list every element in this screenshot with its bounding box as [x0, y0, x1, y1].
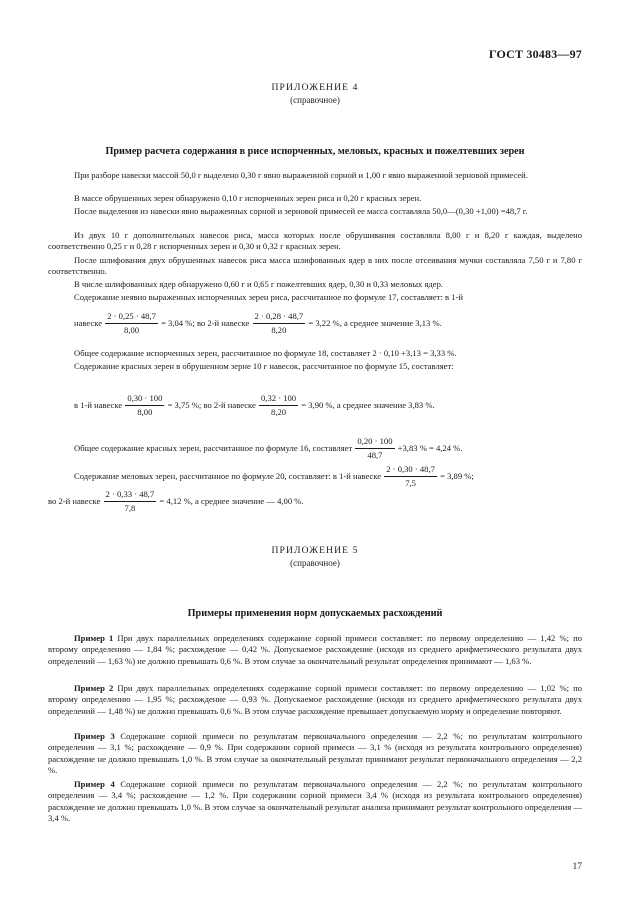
denominator: 8,00 [124, 325, 140, 336]
numerator: 2 · 0,28 · 48,7 [253, 311, 306, 324]
numerator: 0,32 · 100 [259, 393, 298, 406]
example-label: Пример 1 [74, 633, 114, 643]
paragraph: В числе шлифованных ядер обнаружено 0,60 г и 0,65 г пожелтевших ядер, 0,30 и 0,33 меловых ядер. [74, 279, 444, 289]
numerator: 2 · 0,33 · 48,7 [104, 489, 157, 502]
example-text: Содержание сорной примеси по результатам первоначального определения — 2,2 %; по результатам контрольного определения — 3,1 %; расхождение — 0,9 %. При содержании сорной примеси — 3,1 % (исходя из результата контрольного определения) расхождение не должно превышать 1,0 %. В этом случае за окончательный результат принимают результат первоначального определения — 2,2 %. [48, 731, 582, 775]
paragraph: Из двух 10 г дополнительных навесок риса, масса которых после обрушивания составляла 8,00 г и 8,20 г каждая, выделено соответственно 0,25 г и 0,28 г испорченных зерен и 0,30 и 0,32 г красных зерен. [48, 230, 582, 252]
example-label: Пример 2 [74, 683, 114, 693]
paragraph: Общее содержание испорченных зерен, рассчитанное по формуле 18, составляет 2 · 0,10 +3,13 = 3,33 %. [74, 348, 457, 358]
fraction [105, 311, 158, 337]
formula-text: = 3,89 %; [440, 470, 474, 481]
paragraph: После выделения из навески явно выраженных сорной и зерновой примесей ее масса составляла 50,0—(0,30 +1,00) =48,7 г. [74, 206, 528, 216]
example-paragraph [48, 633, 582, 667]
denominator: 7,8 [124, 503, 136, 514]
appendix-4-title: ПРИЛОЖЕНИЕ 4 [271, 82, 359, 93]
formula-text: = 3,04 %; во 2-й навеске [161, 317, 250, 328]
formula-text: во 2-й навеске [48, 495, 101, 506]
paragraph: В массе обрушенных зерен обнаружено 0,10 г испорченных зерен риса и 0,20 г красных зерен. [74, 193, 422, 203]
example-paragraph [48, 731, 582, 776]
example-paragraph [48, 779, 582, 824]
example-text: Содержание сорной примеси по результатам первоначального определения — 2,2 %; по результатам контрольного определения — 3,4 %; расхождение — 1,2 %. При содержании сорной примеси 3,4 % (исходя из результата контрольного определения) расхождение не должно превышать 1,0 %. В этом случае за окончательный результат анализа принимают результат контрольного определения — 3,4 %. [48, 779, 582, 823]
example-text: При двух параллельных определениях содержание сорной примеси составляет: по первому определению — 1,02 %; по второму определению — 1,95 %; расхождение — 0,93 %. Допускаемое расхождение (исходя из среднего арифметического результата двух определений — 1,48 %) не должно превышать 0,6 %. В этом случае расхождение превышает допускаемую норму и определение повторяют. [48, 683, 583, 716]
formula-text: навеске [74, 317, 103, 328]
numerator: 0,30 · 100 [125, 393, 164, 406]
denominator: 48,7 [367, 450, 383, 461]
example-label: Пример 4 [74, 779, 115, 789]
numerator: 0,20 · 100 [355, 436, 394, 449]
formula-line [48, 311, 582, 337]
paragraph: Содержание красных зерен в обрушенном зерне 10 г навесок, рассчитанное по формуле 15, составляет: [74, 361, 454, 371]
formula-text: = 3,75 %; во 2-й навеске [167, 399, 256, 410]
appendix-4-heading: Пример расчета содержания в рисе испорченных, меловых, красных и пожелтевших зерен [105, 146, 525, 157]
fraction [259, 393, 298, 419]
formula-text: Общее содержание красных зерен, рассчитанное по формуле 16, составляет [74, 442, 353, 453]
formula-line [48, 464, 582, 490]
paragraph: После шлифования двух обрушенных навесок риса масса шлифованных ядер в них после отсеивания мучки составляла 7,50 г и 7,80 г соответственно. [48, 255, 582, 277]
formula-line [48, 489, 582, 515]
appendix-4-subtitle: (справочное) [290, 95, 340, 105]
appendix-5-subtitle: (справочное) [290, 558, 340, 568]
formula-text: +3,83 % = 4,24 %. [397, 442, 463, 453]
example-text: При двух параллельных определениях содержание сорной примеси составляет: по первому определению — 1,42 %; по второму определению — 1,84 %; расхождение — 0,42 %. Допускаемое расхождение (исходя из среднего арифметического результата двух определений — 1,63 %) не должно превышать 0,6 %. В этом случае за окончательный результат определения принимают — 1,63 %. [48, 633, 583, 666]
fraction [104, 489, 157, 515]
denominator: 7,5 [405, 478, 416, 489]
denominator: 8,20 [271, 325, 287, 336]
formula-text: в 1-й навеске [74, 399, 123, 410]
fraction [125, 393, 164, 419]
fraction [355, 436, 394, 462]
denominator: 8,20 [271, 407, 287, 418]
formula-text: = 3,90 %, а среднее значение 3,83 %. [301, 399, 435, 410]
formula-text: = 3,22 %, а среднее значение 3,13 %. [308, 317, 442, 328]
standard-number: ГОСТ 30483—97 [488, 47, 582, 61]
fraction [384, 464, 437, 490]
appendix-5-heading: Примеры применения норм допускаемых расхождений [187, 608, 443, 619]
formula-line [48, 393, 582, 419]
example-label: Пример 3 [74, 731, 115, 741]
denominator: 8,00 [137, 407, 153, 418]
formula-line [48, 436, 582, 462]
fraction [253, 311, 306, 337]
page-number: 17 [572, 862, 582, 872]
formula-text: = 4,12 %, а среднее значение — 4,00 %. [159, 495, 304, 506]
paragraph: Содержание неявно выраженных испорченных зерен риса, рассчитанное по формуле 17, составляет: в 1-й [74, 292, 463, 302]
numerator: 2 · 0,30 · 48,7 [384, 464, 437, 477]
numerator: 2 · 0,25 · 48,7 [105, 311, 158, 324]
example-paragraph [48, 683, 582, 717]
appendix-5-title: ПРИЛОЖЕНИЕ 5 [271, 545, 359, 556]
formula-text: Содержание меловых зерен, рассчитанное по формуле 20, составляет: в 1-й навеске [74, 470, 382, 481]
paragraph: При разборе навески массой 50,0 г выделено 0,30 г явно выраженной сорной и 1,00 г явно выраженной зерновой примесей. [74, 170, 528, 180]
